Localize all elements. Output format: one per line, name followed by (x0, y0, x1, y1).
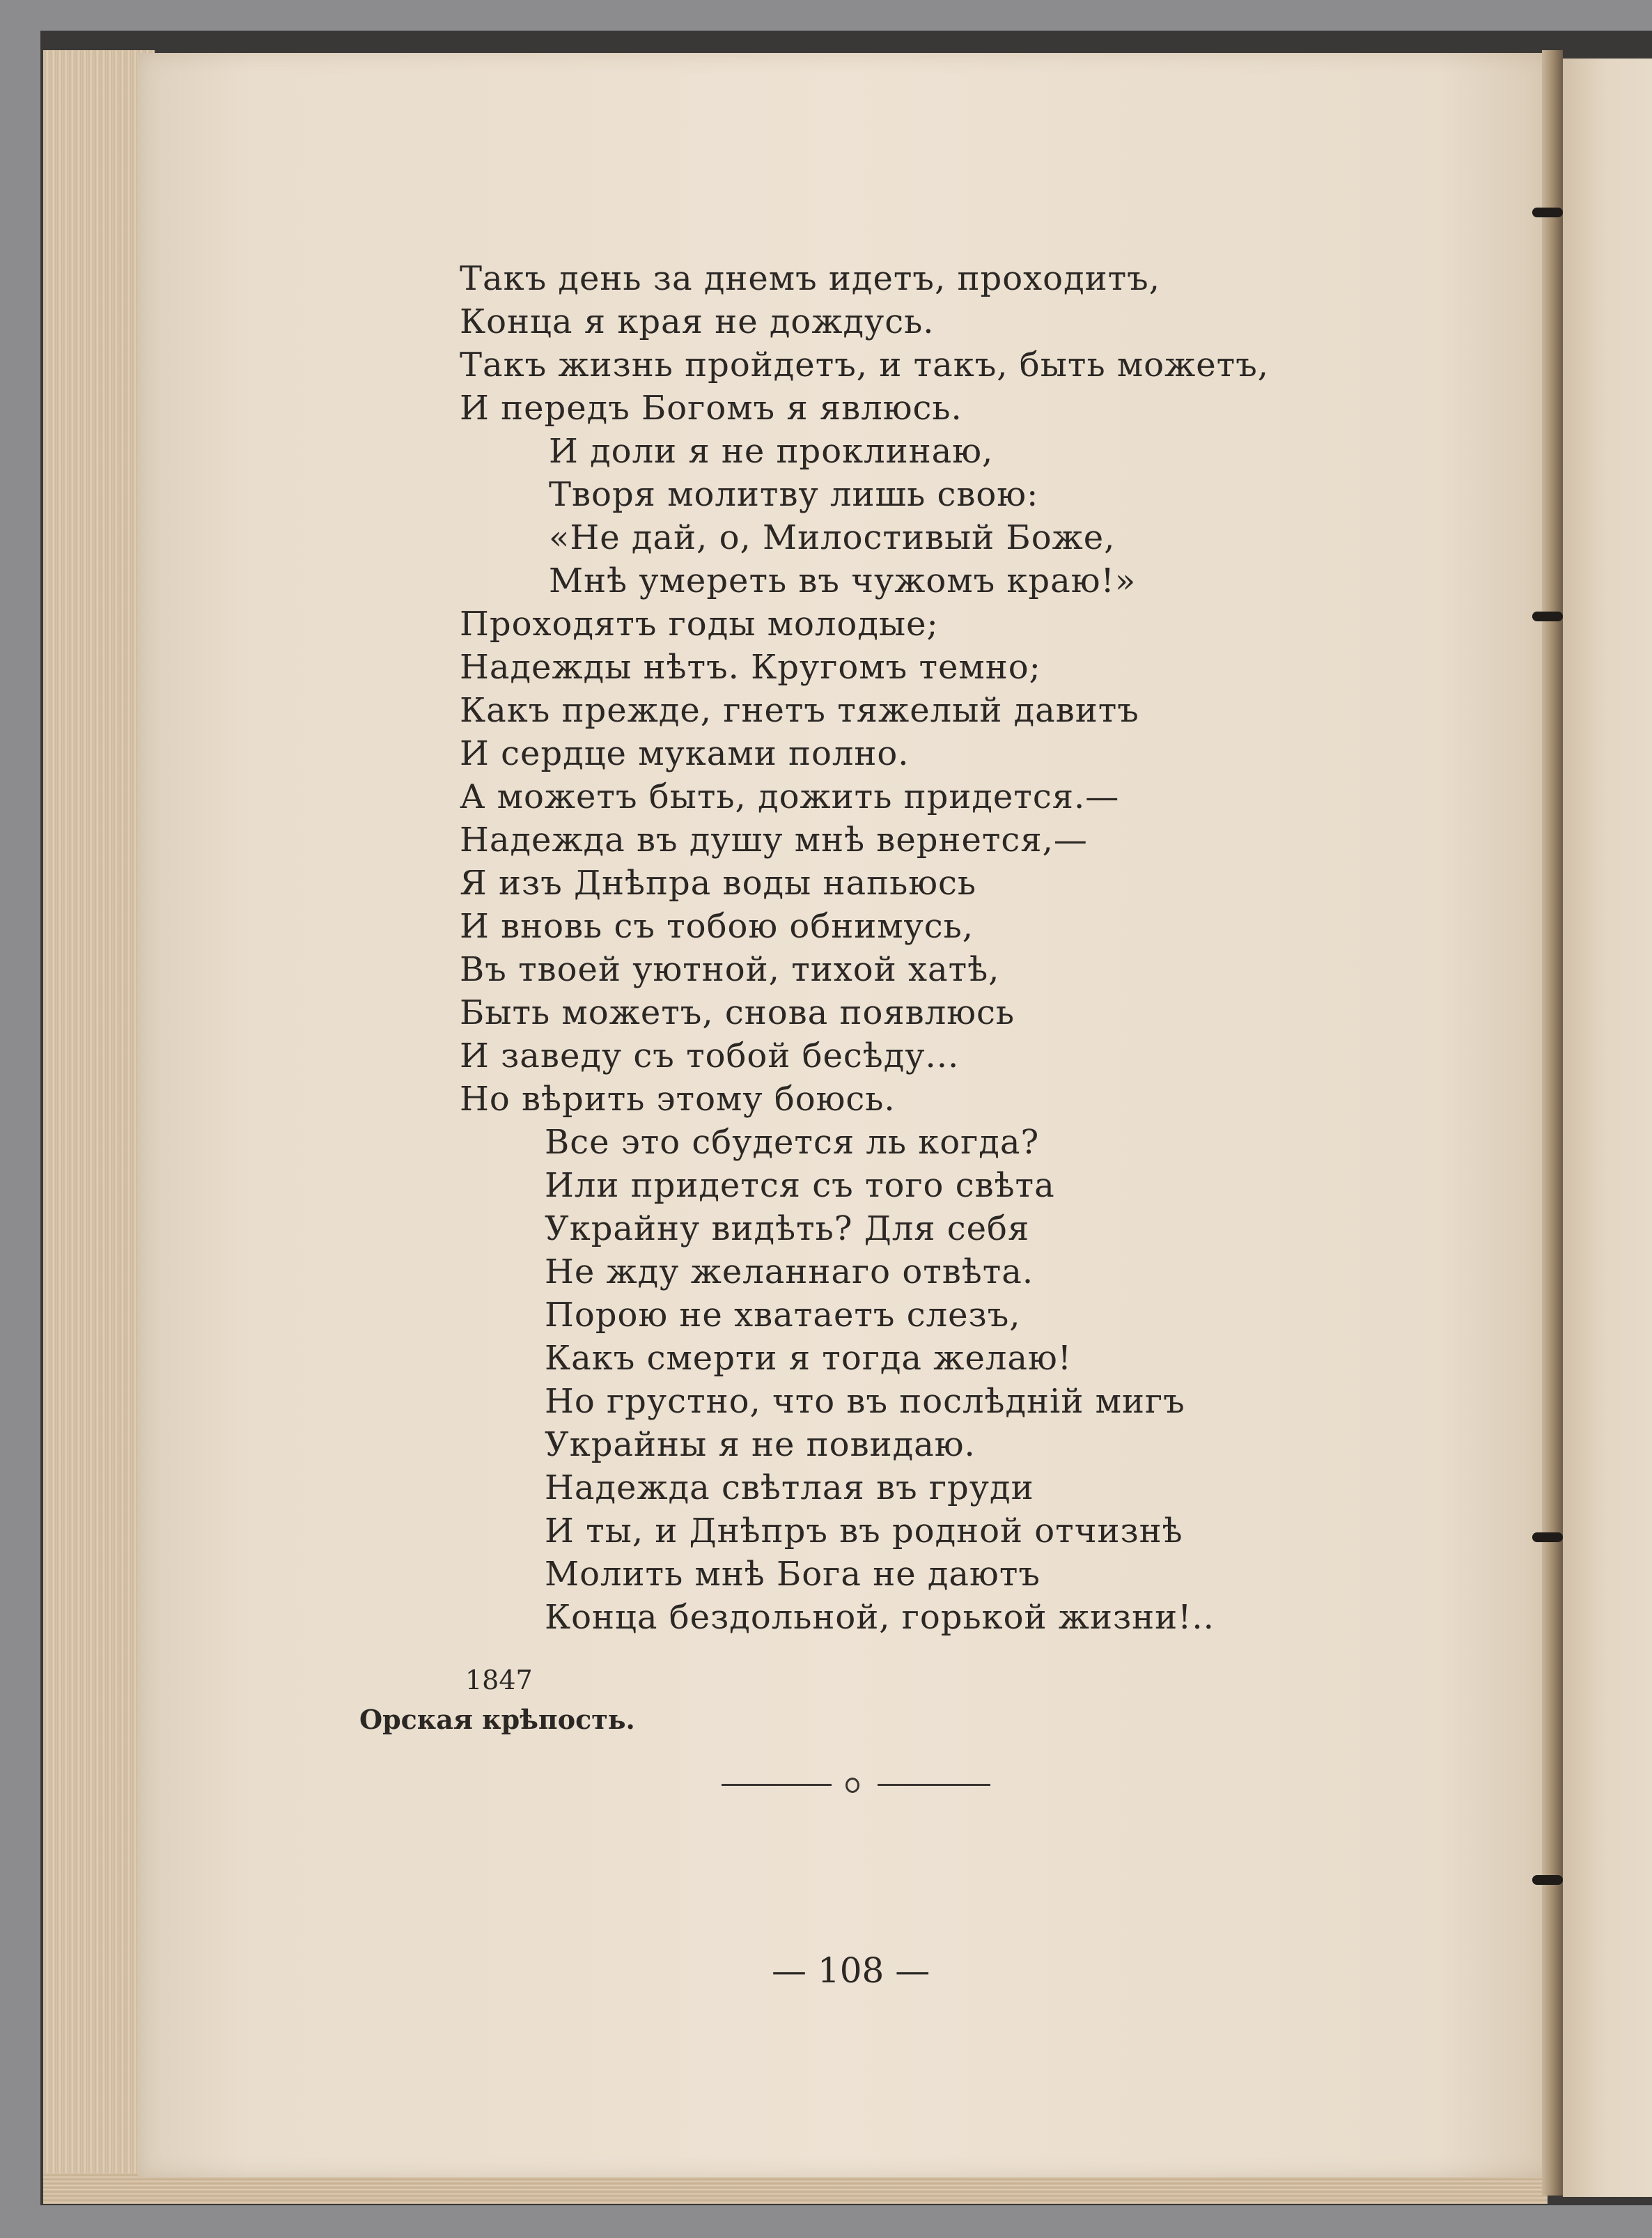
poem-line: И доли я не проклинаю, (549, 432, 994, 471)
page-number: — 108 — (772, 1950, 930, 1991)
poem-line: Украйны я не повидаю. (545, 1425, 976, 1464)
poem-line: Не жду желаннаго отвѣта. (545, 1252, 1034, 1291)
poem-line: Или придется съ того свѣта (545, 1166, 1055, 1205)
poem-line: Какъ смерти я тогда желаю! (545, 1339, 1073, 1378)
poem-line: Украйну видѣть? Для себя (545, 1209, 1030, 1248)
poem-line: Порою не хватаетъ слезъ, (545, 1296, 1021, 1335)
poem-line: Такъ жизнь пройдетъ, и такъ, быть можетъ, (460, 345, 1269, 384)
poem-place: Орская крѣпость. (359, 1704, 635, 1735)
poem-year: 1847 (465, 1665, 533, 1695)
poem-line: Такъ день за днемъ идетъ, проходитъ, (460, 259, 1160, 298)
poem-line: Какъ прежде, гнетъ тяжелый давитъ (460, 691, 1139, 730)
divider-rule-right (878, 1784, 990, 1786)
poem-line: Я изъ Днѣпра воды напьюсь (460, 864, 977, 903)
poem-line: Надежды нѣтъ. Кругомъ темно; (460, 648, 1041, 687)
poem-line: Быть можетъ, снова появлюсь (460, 993, 1015, 1032)
poem-line: Мнѣ умереть въ чужомъ краю!» (549, 561, 1137, 600)
poem-line: Конца бездольной, горькой жизни!.. (545, 1598, 1215, 1637)
poem-line: Но грустно, что въ послѣдній мигъ (545, 1382, 1185, 1421)
poem-line: «Не дай, о, Милостивый Боже, (549, 518, 1116, 557)
poem-line: Надежда свѣтлая въ груди (545, 1468, 1034, 1507)
poem-line: И ты, и Днѣпръ въ родной отчизнѣ (545, 1512, 1183, 1551)
divider-ornament-icon (846, 1778, 859, 1793)
poem-line: И заведу съ тобой бесѣду... (460, 1036, 960, 1075)
divider-rule-left (722, 1784, 832, 1786)
poem-line: Творя молитву лишь свою: (549, 475, 1039, 514)
poem-line: Конца я края не дождусь. (460, 302, 935, 341)
poem-line: Въ твоей уютной, тихой хатѣ, (460, 950, 1000, 989)
poem-line: Молить мнѣ Бога не даютъ (545, 1555, 1041, 1594)
poem-line: И передъ Богомъ я явлюсь. (460, 389, 963, 428)
poem-line: А можетъ быть, дожить придется.— (460, 777, 1120, 816)
poem-line: И сердце муками полно. (460, 734, 910, 773)
poem-line: Надежда въ душу мнѣ вернется,— (460, 821, 1088, 860)
poem-line: Все это сбудется ль когда? (545, 1123, 1040, 1162)
poem-line: Но вѣрить этому боюсь. (460, 1080, 896, 1119)
section-divider (722, 1771, 990, 1798)
poem-line: И вновь съ тобою обнимусь, (460, 907, 974, 946)
poem-line: Проходятъ годы молодые; (460, 605, 939, 644)
